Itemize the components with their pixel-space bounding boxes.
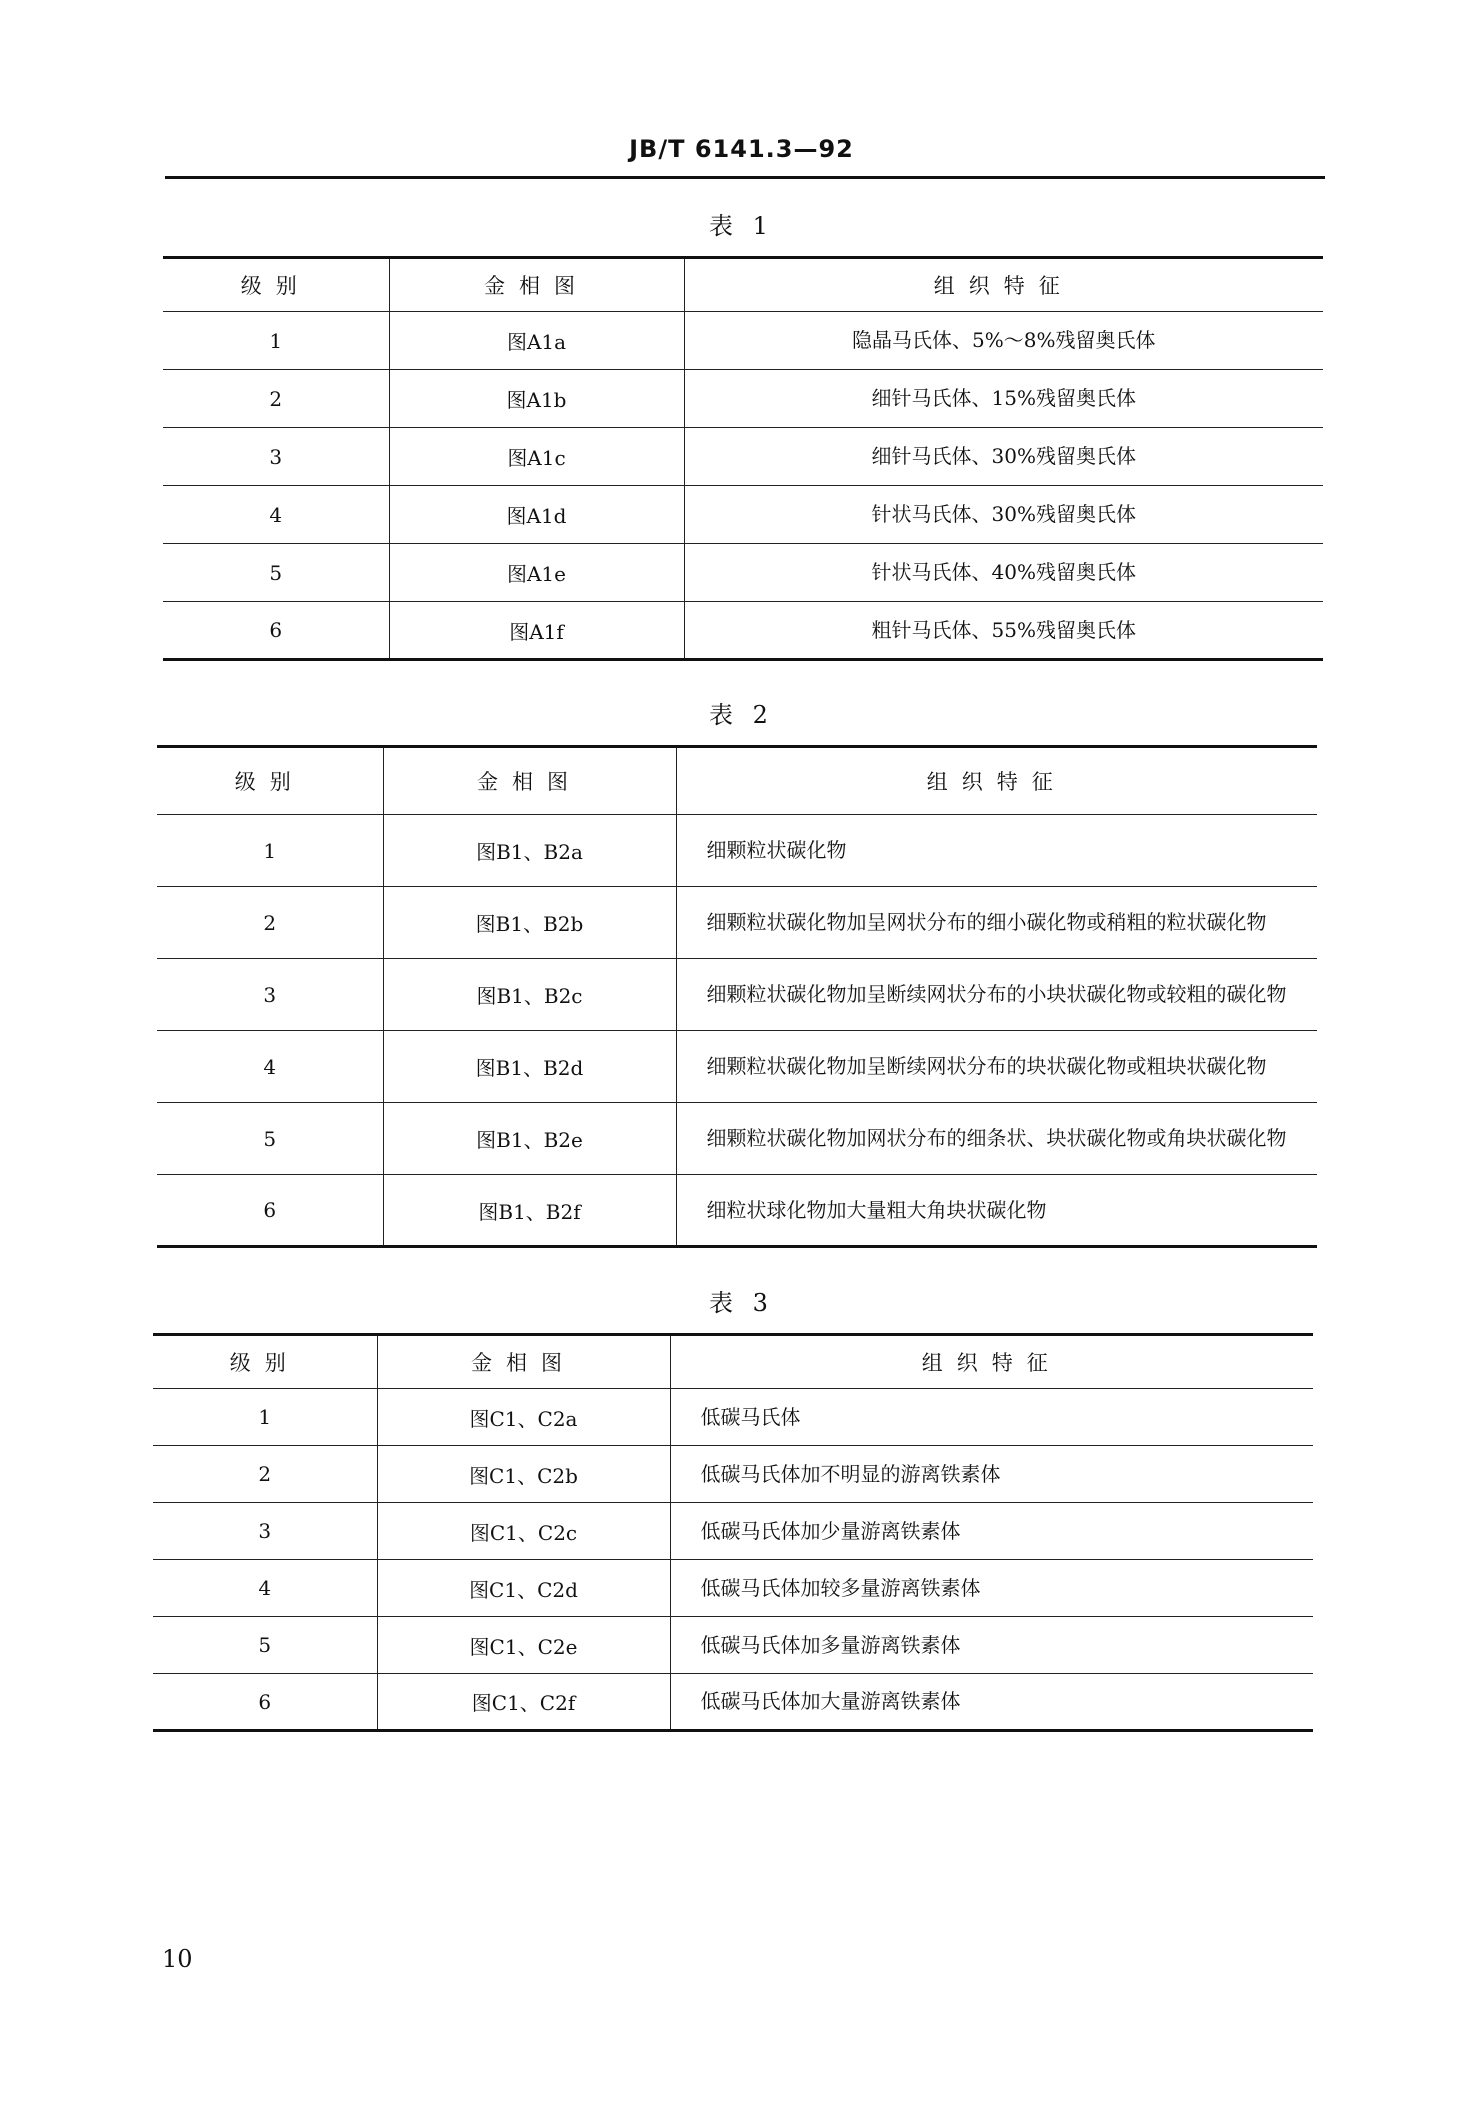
figure-cell: 图B1、B2c (383, 959, 676, 1031)
table1 (163, 256, 1323, 661)
feature-cell: 低碳马氏体 (670, 1389, 1313, 1446)
grade-cell: 4 (153, 1560, 377, 1617)
table-row (153, 1674, 1313, 1731)
table3-header-row (153, 1335, 1313, 1389)
feature-cell: 低碳马氏体加多量游离铁素体 (670, 1617, 1313, 1674)
table1-header-figure: 金相图 (389, 258, 684, 312)
table-row (163, 486, 1323, 544)
table-row (157, 1175, 1317, 1247)
page-number: 10 (162, 1945, 193, 1973)
grade-cell: 3 (157, 959, 383, 1031)
table2-header-grade: 级别 (157, 747, 383, 815)
table-row (163, 544, 1323, 602)
figure-cell: 图A1c (389, 428, 684, 486)
grade-cell: 3 (163, 428, 389, 486)
figure-cell: 图C1、C2b (377, 1446, 670, 1503)
table3-caption: 表 3 (709, 1289, 774, 1317)
grade-cell: 5 (153, 1617, 377, 1674)
grade-cell: 4 (157, 1031, 383, 1103)
feature-cell: 细颗粒状碳化物加呈网状分布的细小碳化物或稍粗的粒状碳化物 (676, 887, 1317, 959)
feature-cell: 针状马氏体、40%残留奥氏体 (684, 544, 1323, 602)
standard-code: JB/T 6141.3—92 (629, 135, 854, 163)
figure-cell: 图B1、B2b (383, 887, 676, 959)
table2-header-figure: 金相图 (383, 747, 676, 815)
table-row (157, 887, 1317, 959)
grade-cell: 6 (157, 1175, 383, 1247)
figure-cell: 图B1、B2a (383, 815, 676, 887)
table-row (157, 1103, 1317, 1175)
figure-cell: 图A1b (389, 370, 684, 428)
feature-cell: 低碳马氏体加少量游离铁素体 (670, 1503, 1313, 1560)
grade-cell: 5 (163, 544, 389, 602)
table-row (163, 370, 1323, 428)
grade-cell: 4 (163, 486, 389, 544)
feature-cell: 隐晶马氏体、5%～8%残留奥氏体 (684, 312, 1323, 370)
header-rule (165, 176, 1325, 179)
feature-cell: 细针马氏体、15%残留奥氏体 (684, 370, 1323, 428)
figure-cell: 图C1、C2d (377, 1560, 670, 1617)
figure-cell: 图B1、B2f (383, 1175, 676, 1247)
table-row (153, 1560, 1313, 1617)
grade-cell: 2 (153, 1446, 377, 1503)
table1-header-feature: 组织特征 (684, 258, 1323, 312)
grade-cell: 2 (163, 370, 389, 428)
table-row (157, 959, 1317, 1031)
figure-cell: 图C1、C2c (377, 1503, 670, 1560)
table1-header-grade: 级别 (163, 258, 389, 312)
figure-cell: 图C1、C2e (377, 1617, 670, 1674)
table2-caption: 表 2 (709, 701, 774, 729)
table1-header-row (163, 258, 1323, 312)
grade-cell: 5 (157, 1103, 383, 1175)
table-row (157, 815, 1317, 887)
feature-cell: 低碳马氏体加较多量游离铁素体 (670, 1560, 1313, 1617)
grade-cell: 6 (163, 602, 389, 660)
feature-cell: 细颗粒状碳化物加网状分布的细条状、块状碳化物或角块状碳化物 (676, 1103, 1317, 1175)
feature-cell: 细针马氏体、30%残留奥氏体 (684, 428, 1323, 486)
figure-cell: 图A1d (389, 486, 684, 544)
grade-cell: 3 (153, 1503, 377, 1560)
table-row (163, 428, 1323, 486)
table-row (153, 1446, 1313, 1503)
figure-cell: 图A1e (389, 544, 684, 602)
feature-cell: 针状马氏体、30%残留奥氏体 (684, 486, 1323, 544)
table2-header-row (157, 747, 1317, 815)
table2 (157, 745, 1317, 1248)
figure-cell: 图C1、C2f (377, 1674, 670, 1731)
grade-cell: 6 (153, 1674, 377, 1731)
figure-cell: 图B1、B2d (383, 1031, 676, 1103)
table3-header-figure: 金相图 (377, 1335, 670, 1389)
grade-cell: 1 (163, 312, 389, 370)
table2-header-feature: 组织特征 (676, 747, 1317, 815)
feature-cell: 粗针马氏体、55%残留奥氏体 (684, 602, 1323, 660)
table-row (163, 602, 1323, 660)
grade-cell: 1 (153, 1389, 377, 1446)
figure-cell: 图C1、C2a (377, 1389, 670, 1446)
table1-caption: 表 1 (709, 212, 774, 240)
table-row (157, 1031, 1317, 1103)
grade-cell: 2 (157, 887, 383, 959)
table-row (153, 1617, 1313, 1674)
table-row (163, 312, 1323, 370)
figure-cell: 图A1f (389, 602, 684, 660)
table3 (153, 1333, 1313, 1732)
table-row (153, 1503, 1313, 1560)
feature-cell: 细粒状球化物加大量粗大角块状碳化物 (676, 1175, 1317, 1247)
grade-cell: 1 (157, 815, 383, 887)
figure-cell: 图A1a (389, 312, 684, 370)
table-row (153, 1389, 1313, 1446)
table3-header-grade: 级别 (153, 1335, 377, 1389)
feature-cell: 细颗粒状碳化物加呈断续网状分布的小块状碳化物或较粗的碳化物 (676, 959, 1317, 1031)
feature-cell: 低碳马氏体加不明显的游离铁素体 (670, 1446, 1313, 1503)
feature-cell: 细颗粒状碳化物加呈断续网状分布的块状碳化物或粗块状碳化物 (676, 1031, 1317, 1103)
figure-cell: 图B1、B2e (383, 1103, 676, 1175)
table3-header-feature: 组织特征 (670, 1335, 1313, 1389)
feature-cell: 低碳马氏体加大量游离铁素体 (670, 1674, 1313, 1731)
feature-cell: 细颗粒状碳化物 (676, 815, 1317, 887)
